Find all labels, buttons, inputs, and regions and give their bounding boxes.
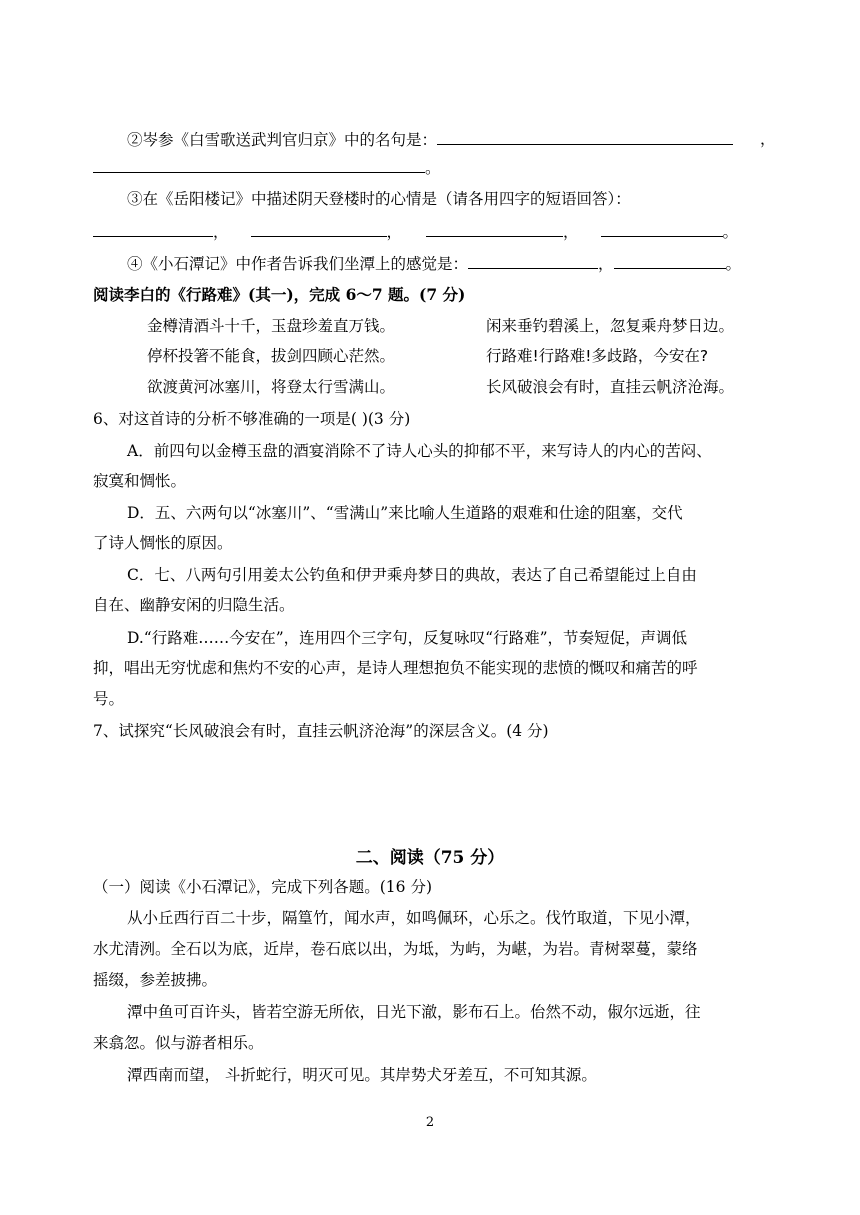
option-a-cont: 寂寞和惆怅。 <box>93 472 187 490</box>
separator: ， <box>598 255 614 273</box>
period: 。 <box>725 255 742 273</box>
poem-line: 行路难!行路难!多歧路，今安在? <box>486 347 709 365</box>
passage-line: 摇缀，参差披拂。 <box>93 971 218 989</box>
fill-in-q2 <box>127 128 733 151</box>
fill-in-q3-blanks <box>93 220 738 243</box>
passage-line: 潭中鱼可百许头，皆若空游无所依，日光下澈，影布石上。佁然不动，俶尔远逝，往 <box>127 1003 701 1021</box>
option-d-first[interactable]: D．五、六两句以“冰塞川”、“雪满山”来比喻人生道路的艰难和仕途的阻塞，交代 <box>127 504 683 522</box>
option-d-first-cont: 了诗人惆怅的原因。 <box>93 534 233 552</box>
answer-blank[interactable] <box>601 220 723 237</box>
poem-line: 停杯投箸不能食，拔剑四顾心茫然。 <box>147 347 396 365</box>
option-a[interactable]: A．前四句以金樽玉盘的酒宴消除不了诗人心头的抑郁不平，来写诗人的内心的苦闷、 <box>127 442 712 460</box>
passage-line: 从小丘西行百二十步，隔篁竹，闻水声，如鸣佩环，心乐之。伐竹取道，下见小潭， <box>127 909 701 927</box>
separator: ， <box>386 223 403 241</box>
answer-blank[interactable] <box>251 220 387 237</box>
option-c-cont: 自在、幽静安闲的归隐生活。 <box>93 596 295 614</box>
reading-subheading: （一）阅读《小石潭记》，完成下列各题。(16 分) <box>93 878 432 896</box>
fill-in-q3: ③在《岳阳楼记》中描述阴天登楼时的心情是（请各用四字的短语回答）： <box>127 190 631 208</box>
q2-comma: ， <box>760 130 776 148</box>
answer-blank[interactable] <box>437 128 733 145</box>
passage-line: 水尤清洌。全石以为底，近岸，卷石底以出，为坻，为屿，为嵁，为岩。青树翠蔓，蒙络 <box>93 940 698 958</box>
fill-in-q2-line2 <box>93 156 441 179</box>
q2-text: ②岑参《白雪歌送武判官归京》中的名句是： <box>127 131 438 149</box>
period: 。 <box>722 223 739 241</box>
q2-period: 。 <box>425 159 441 177</box>
option-c[interactable]: C．七、八两句引用姜太公钓鱼和伊尹乘舟梦日的典故，表达了自己希望能过上自由 <box>127 566 697 584</box>
answer-blank[interactable] <box>93 220 213 237</box>
separator: ， <box>213 223 229 241</box>
passage-line: 来翕忽。似与游者相乐。 <box>93 1034 264 1052</box>
poem-line: 金樽清酒斗十千，玉盘珍羞直万钱。 <box>147 317 396 335</box>
fill-in-q4 <box>127 252 741 275</box>
separator: ， <box>563 223 579 241</box>
page-number: 2 <box>425 1115 435 1130</box>
option-d-second-cont: 抑，唱出无穷忧虑和焦灼不安的心声，是诗人理想抱负不能实现的悲愤的慨叹和痛苦的呼 <box>93 659 698 677</box>
answer-blank[interactable] <box>93 156 425 173</box>
answer-blank[interactable] <box>426 220 563 237</box>
question-6-stem: 6、对这首诗的分析不够准确的一项是( )(3 分) <box>93 410 411 428</box>
answer-blank[interactable] <box>614 252 726 269</box>
passage-line: 潭西南而望， 斗折蛇行，明灭可见。其岸势犬牙差互，不可知其源。 <box>127 1066 597 1084</box>
poem-line: 闲来垂钓碧溪上，忽复乘舟梦日边。 <box>486 317 735 335</box>
option-d-second[interactable]: D.“行路难……今安在”，连用四个三字句，反复咏叹“行路难”，节奏短促，声调低 <box>127 629 688 647</box>
q4-text: ④《小石潭记》中作者告诉我们坐潭上的感觉是： <box>127 255 469 273</box>
poem-section-heading: 阅读李白的《行路难》(其一)，完成 6～7 题。(7 分) <box>93 285 466 304</box>
section-title: 二、阅读（75 分） <box>355 848 505 868</box>
poem-line: 欲渡黄河冰塞川，将登太行雪满山。 <box>147 378 396 396</box>
question-7-stem: 7、试探究“长风破浪会有时，直挂云帆济沧海”的深层含义。(4 分) <box>93 722 549 740</box>
answer-blank[interactable] <box>468 252 598 269</box>
poem-line: 长风破浪会有时，直挂云帆济沧海。 <box>486 378 735 396</box>
option-d-second-cont: 号。 <box>93 690 125 708</box>
